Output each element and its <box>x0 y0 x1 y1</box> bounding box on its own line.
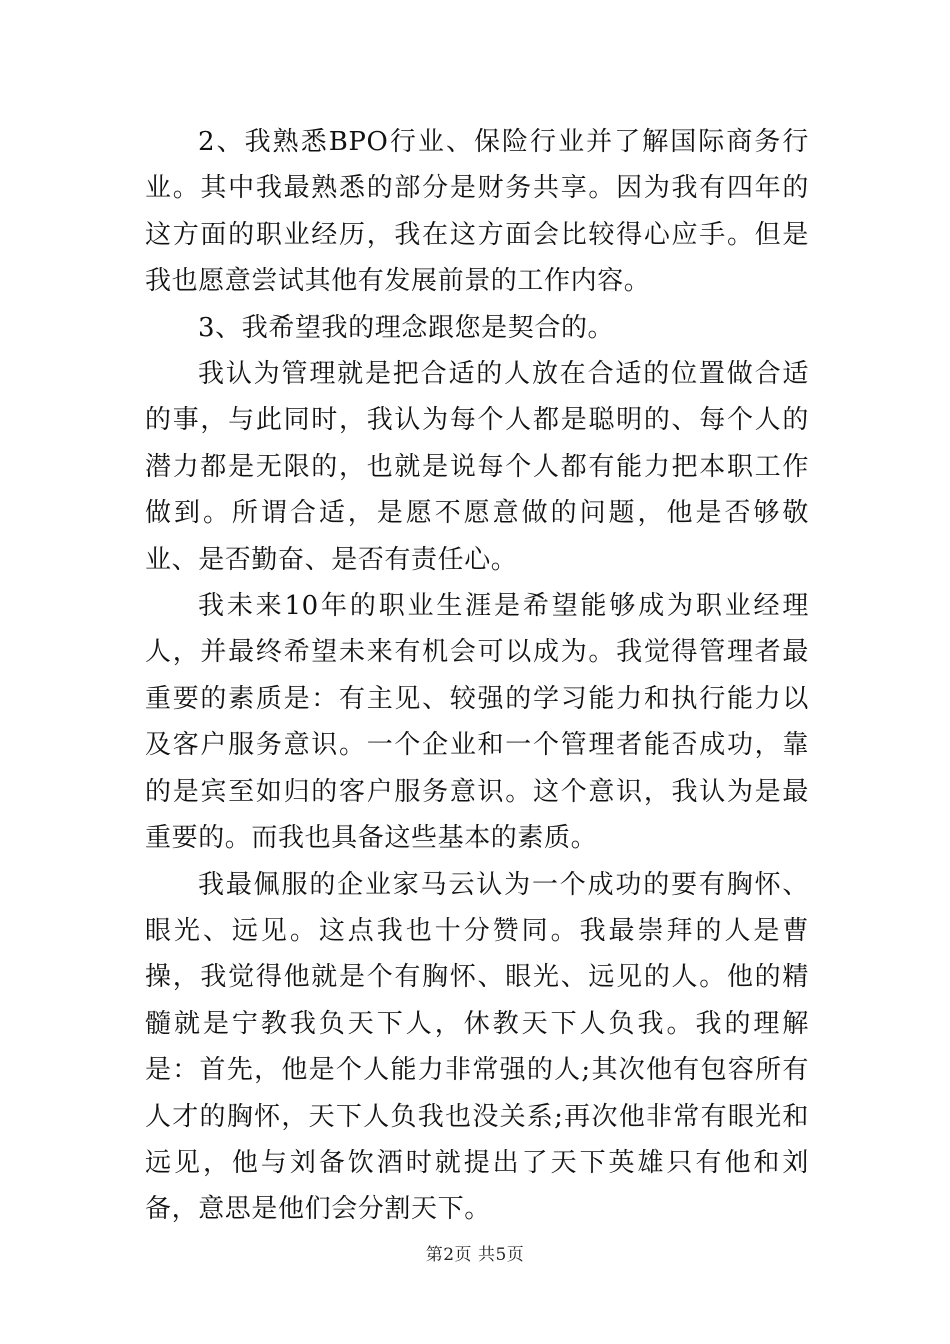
page-footer: 第2页 共5页 <box>425 1245 525 1265</box>
document-body <box>145 119 809 1233</box>
paragraph: 我未来10年的职业生涯是希望能够成为职业经理人，并最终希望未来有机会可以成为。我觉得管理者最重要的素质是：有主见、较强的学习能力和执行能力以及客户服务意识。一个企业和一个管理者能否成功，靠的是宾至如归的客户服务意识。这个意识，我认为是最重要的。而我也具备这些基本的素质。 <box>145 591 809 854</box>
paragraph: 我认为管理就是把合适的人放在合适的位置做合适的事，与此同时，我认为每个人都是聪明的、每个人的潜力都是无限的，也就是说每个人都有能力把本职工作做到。所谓合适，是愿不愿意做的问题，他是否够敬业、是否勤奋、是否有责任心。 <box>145 359 809 575</box>
paragraph: 2、我熟悉BPO行业、保险行业并了解国际商务行业。其中我最熟悉的部分是财务共享。因为我有四年的这方面的职业经历，我在这方面会比较得心应手。但是我也愿意尝试其他有发展前景的工作内容。 <box>145 127 809 297</box>
paragraph: 我最佩服的企业家马云认为一个成功的要有胸怀、眼光、远见。这点我也十分赞同。我最崇拜的人是曹操，我觉得他就是个有胸怀、眼光、远见的人。他的精髓就是宁教我负天下人，休教天下人负我。我的理解是：首先，他是个人能力非常强的人;其次他有包容所有人才的胸怀，天下人负我也没关系;再次他非常有眼光和远见，他与刘备饮酒时就提出了天下英雄只有他和刘备，意思是他们会分割天下。 <box>145 869 809 1225</box>
paragraph: 3、我希望我的理念跟您是契合的。 <box>198 312 615 343</box>
